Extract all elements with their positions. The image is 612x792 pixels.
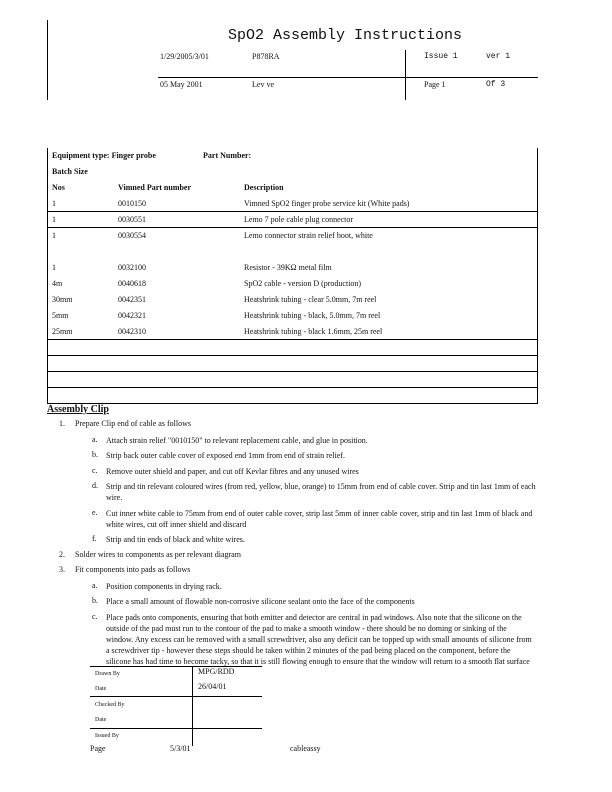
part-row-part: 0042351: [118, 295, 146, 304]
part-row-nos: 4m: [52, 279, 63, 288]
doc-code: P878RA: [252, 52, 280, 61]
date-label: Date: [95, 686, 107, 692]
part-row-part: 0042321: [118, 311, 146, 320]
issued-by-label: Issued By: [95, 733, 119, 739]
part-row-nos: 25mm: [52, 327, 73, 336]
substep-letter: f.: [92, 534, 97, 543]
col-description: Description: [244, 183, 284, 192]
col-nos: Nos: [52, 183, 65, 192]
part-row-nos: 5mm: [52, 311, 69, 320]
substep-text: Position components in drying rack.: [106, 581, 222, 591]
part-row-part: 0042310: [118, 327, 146, 336]
footer-file: cableassy: [290, 744, 321, 753]
drawn-by-label: Drawn By: [95, 671, 120, 677]
step-text: Solder wires to components as per relevant diagram: [75, 549, 241, 559]
date-value: 26/04/01: [198, 682, 227, 691]
step-number: 1.: [59, 419, 65, 428]
batch-size-label: Batch Size: [52, 167, 88, 176]
step-number: 3.: [59, 565, 65, 574]
part-row-desc: Heatshrink tubing - black, 5.0mm, 7m reel: [244, 311, 381, 320]
page-title: SpO2 Assembly Instructions: [228, 27, 463, 44]
part-row-desc: Heatshrink tubing - black 1.6mm, 25m reel: [244, 327, 383, 336]
substep-text: Strip and tin relevant coloured wires (from red, yellow, blue, orange) to 15mm from end of cable cover. Strip and tin last 1mm of each wire.: [106, 482, 536, 502]
substep-letter: a.: [92, 580, 98, 590]
part-row-nos: 1: [52, 215, 56, 224]
part-row-part: 0030551: [118, 215, 146, 224]
substep-letter: e.: [92, 507, 98, 517]
footer-page: Page: [90, 744, 106, 753]
drawn-by-value: MPG/RDD: [198, 667, 235, 676]
header-divider: [405, 50, 406, 100]
part-row-nos: 1: [52, 231, 56, 240]
substep-letter: a.: [92, 434, 98, 444]
substep-text: Place pads onto components, ensuring that both emitter and detector are central in pad windows. Also note that the silicone on the outside of the pad must run to the contour of the pad to make a smooth window - there should be no doming or sinking of the window. Any excess can be removed with a small screwdriver, also any deficit can be topped up with small amounts of silicone from a screwdriver tip - however these steps should be taken within 2 minutes of the pad being placed on the component, before the silicone has had time to become tacky, so that it is still flowing enough to ensure that the window will return to a smooth flat surface: [106, 612, 532, 666]
part-row-desc: Vimned SpO2 finger probe service kit (White pads): [244, 199, 410, 208]
substep-letter: c.: [92, 465, 98, 475]
page-total: Of 3: [486, 80, 506, 89]
substep-letter: b.: [92, 596, 98, 605]
substep-letter: b.: [92, 450, 98, 459]
substep-text: Strip and tin ends of black and white wires.: [106, 535, 245, 544]
part-row-desc: Heatshrink tubing - clear 5.0mm, 7m reel: [244, 295, 377, 304]
part-row-part: 0040618: [118, 279, 146, 288]
substep-letter: d.: [92, 481, 98, 490]
equipment-type: Equipment type: Finger probe: [52, 151, 156, 160]
part-row-desc: Resistor - 39KΩ metal film: [244, 263, 332, 272]
doc-date: 05 May 2001: [160, 80, 203, 89]
substep-letter: c.: [92, 611, 98, 621]
substep-text: Attach strain relief "0010150" to relevant replacement cable, and glue in position.: [106, 435, 368, 445]
part-row-part: 0010150: [118, 199, 146, 208]
page-number: Page 1: [424, 80, 446, 89]
section-title: Assembly Clip: [47, 404, 109, 415]
substep-text: Strip back outer cable cover of exposed end 1mm from end of strain relief.: [106, 451, 346, 460]
step-text: Prepare Clip end of cable as follows: [75, 419, 191, 428]
footer-date: 5/3/01: [170, 744, 191, 753]
part-row-part: 0030554: [118, 231, 146, 240]
part-row-desc: Lemo 7 pole cable plug connector: [244, 215, 354, 224]
header-rule: [158, 77, 538, 78]
part-row-nos: 1: [52, 263, 56, 272]
part-row-nos: 1: [52, 199, 56, 208]
step-text: Fit components into pads as follows: [75, 565, 191, 574]
doc-ref: 1/29/2005/3/01: [160, 52, 209, 61]
substep-text: Place a small amount of flowable non-corrosive silicone sealant onto the face of the components: [106, 597, 415, 606]
part-row-desc: SpO2 cable - version D (production): [244, 279, 362, 288]
part-number-label: Part Number:: [203, 151, 252, 160]
part-row-nos: 30mm: [52, 295, 73, 304]
version: ver 1: [486, 52, 511, 61]
date-label: Date: [95, 717, 107, 723]
step-number: 2.: [59, 549, 65, 559]
substep-text: Cut inner white cable to 75mm from end of outer cable cover, strip last 5mm of inner cable cover, strip and tin last 1mm of black and white wires, cut off inner shield and discard: [106, 508, 533, 529]
margin-line: [47, 20, 48, 100]
part-row-part: 0032100: [118, 263, 146, 272]
part-row-desc: Lemo connector strain relief boot, white: [244, 231, 373, 240]
substep-text: Remove outer shield and paper, and cut off Kevlar fibres and any unused wires: [106, 466, 359, 476]
checked-by-label: Checked By: [95, 702, 125, 708]
col-part-number: Vimned Part number: [118, 183, 192, 192]
doc-author: Lev ve: [252, 80, 274, 89]
issue: Issue 1: [424, 52, 458, 61]
